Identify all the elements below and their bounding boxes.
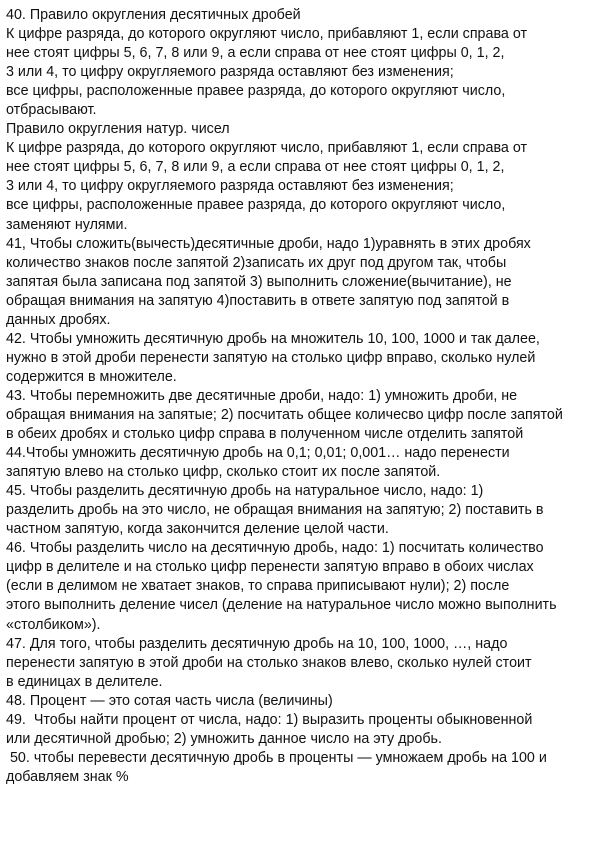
text-line: 3 или 4, то цифру округляемого разряда оставляют без изменения; <box>6 178 454 195</box>
text-line: «столбиком»). <box>6 616 101 633</box>
text-line: данных дробях. <box>6 311 111 328</box>
text-line: нужно в этой дроби перенести запятую на столько цифр вправо, сколько нулей <box>6 349 536 366</box>
text-line: (если в делимом не хватает знаков, то справа приписывают нули); 2) после <box>6 578 510 595</box>
text-line: частном запятую, когда закончится деление целой части. <box>6 521 389 538</box>
text-line: в обеих дробях и столько цифр справа в полученном числе отделить запятой <box>6 426 524 443</box>
text-line: нее стоят цифры 5, 6, 7, 8 или 9, а если справа от нее стоят цифры 0, 1, 2, <box>6 45 505 62</box>
text-line: К цифре разряда, до которого округляют число, прибавляют 1, если справа от <box>6 26 528 43</box>
text-line: все цифры, расположенные правее разряда, до которого округляют число, <box>6 83 506 100</box>
text-line: 42. Чтобы умножить десятичную дробь на множитель 10, 100, 1000 и так далее, <box>6 330 540 347</box>
text-line: запятую влево на столько цифр, сколько стоит их после запятой. <box>6 464 441 481</box>
text-line: обращая внимания на запятую 4)поставить в ответе запятую под запятой в <box>6 292 510 309</box>
text-line: 47. Для того, чтобы разделить десятичную дробь на 10, 100, 1000, …, надо <box>6 635 508 652</box>
text-line: 50. чтобы перевести десятичную дробь в проценты — умножаем дробь на 100 и <box>6 749 547 766</box>
text-line: 40. Правило округления десятичных дробей <box>6 7 301 23</box>
text-line: количество знаков после запятой 2)записать их друг под другом так, чтобы <box>6 254 507 271</box>
text-line: 48. Процент — это сотая часть числа (величины) <box>6 692 333 709</box>
text-line: Правило округления натур. чисел <box>6 121 230 138</box>
text-line: 46. Чтобы разделить число на десятичную дробь, надо: 1) посчитать количество <box>6 540 544 557</box>
text-line: К цифре разряда, до которого округляют число, прибавляют 1, если справа от <box>6 140 528 157</box>
text-line: 3 или 4, то цифру округляемого разряда оставляют без изменения; <box>6 64 454 81</box>
text-line: добавляем знак % <box>6 768 129 785</box>
text-line: все цифры, расположенные правее разряда, до которого округляют число, <box>6 197 506 214</box>
text-line: обращая внимания на запятые; 2) посчитать общее количесво цифр после запятой <box>6 406 563 423</box>
text-line: 49. Чтобы найти процент от числа, надо: 1) выразить проценты обыкновенной <box>6 711 533 728</box>
document-text <box>6 6 592 787</box>
text-line: разделить дробь на это число, не обращая внимания на запятую; 2) поставить в <box>6 502 544 519</box>
text-line: этого выполнить деление чисел (деление на натуральное число можно выполнить <box>6 597 557 614</box>
text-line: или десятичной дробью; 2) умножить данное число на эту дробь. <box>6 730 442 747</box>
text-line: нее стоят цифры 5, 6, 7, 8 или 9, а если справа от нее стоят цифры 0, 1, 2, <box>6 159 505 176</box>
text-line: 43. Чтобы перемножить две десятичные дроби, надо: 1) умножить дроби, не <box>6 387 518 404</box>
text-line: отбрасывают. <box>6 102 97 119</box>
text-line: цифр в делителе и на столько цифр перенести запятую вправо в обоих числах <box>6 559 534 576</box>
text-line: заменяют нулями. <box>6 216 128 233</box>
text-line: 44.Чтобы умножить десятичную дробь на 0,1; 0,01; 0,001… надо перенести <box>6 445 510 462</box>
text-line: запятая была записана под запятой 3) выполнить сложение(вычитание), не <box>6 273 512 290</box>
text-line: 41, Чтобы сложить(вычесть)десятичные дроби, надо 1)уравнять в этих дробях <box>6 235 531 252</box>
text-line: содержится в множителе. <box>6 368 177 385</box>
text-line: перенести запятую в этой дроби на столько знаков влево, сколько нулей стоит <box>6 654 532 671</box>
text-line: 45. Чтобы разделить десятичную дробь на натуральное число, надо: 1) <box>6 483 484 500</box>
text-line: в единицах в делителе. <box>6 673 163 690</box>
